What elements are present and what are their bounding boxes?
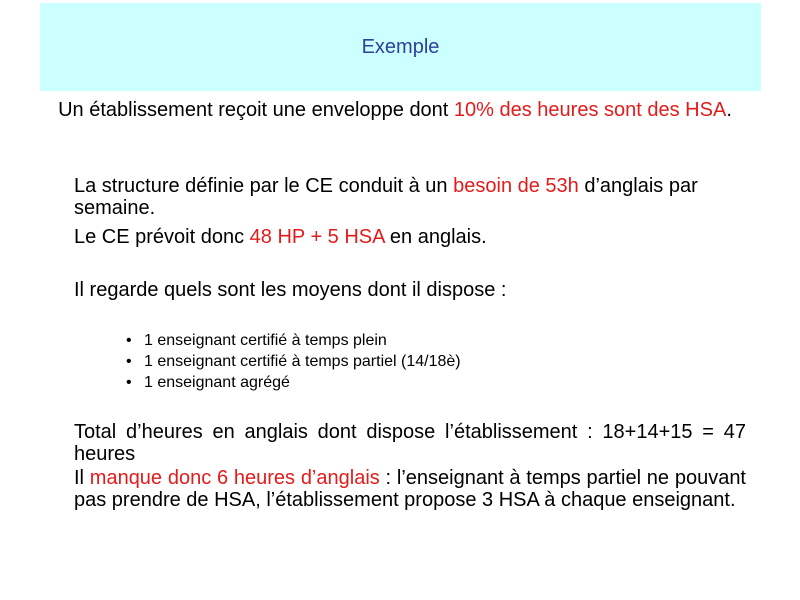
bullet-icon: • (126, 332, 132, 349)
prevision-highlight: 48 HP + 5 HSA (249, 226, 385, 248)
teacher-list (126, 330, 461, 393)
intro-text: Un établissement reçoit une enveloppe dont (58, 99, 454, 121)
bullet-icon: • (126, 374, 132, 391)
manque-paragraph (74, 467, 746, 511)
list-item-text: 1 enseignant certifié à temps partiel (14/18è) (144, 353, 461, 370)
list-item (126, 351, 461, 372)
bullet-icon: • (126, 353, 132, 370)
manque-text-end: : l’enseignant à temps partiel ne pouvant pas prendre de HSA, l’établissement propose 3 HSA à chaque enseignant. (74, 467, 746, 511)
structure-text: La structure définie par le CE conduit à un (74, 175, 454, 197)
total-paragraph: Total d’heures en anglais dont dispose l’établissement : 18+14+15 = 47 heures (74, 421, 746, 465)
structure-text-end: d’anglais par semaine. (74, 175, 698, 219)
list-item-text: 1 enseignant agrégé (144, 374, 290, 391)
slide-title: Exemple (361, 35, 440, 58)
list-item (126, 330, 461, 351)
prevision-text: Le CE prévoit donc (74, 226, 250, 248)
intro-highlight: 10% des heures sont des HSA (453, 99, 727, 121)
intro-text-end: . (726, 99, 732, 121)
prevision-paragraph (74, 226, 746, 248)
list-item-text: 1 enseignant certifié à temps plein (144, 332, 387, 349)
manque-text: Il (74, 467, 90, 489)
title-banner (40, 3, 761, 91)
structure-paragraph (74, 175, 746, 219)
list-item (126, 372, 461, 393)
intro-paragraph (40, 99, 750, 122)
moyens-paragraph: Il regarde quels sont les moyens dont il dispose : (74, 279, 507, 301)
structure-highlight: besoin de 53h (453, 175, 579, 197)
prevision-text-end: en anglais. (384, 226, 487, 248)
manque-highlight: manque donc 6 heures d’anglais (89, 467, 380, 489)
